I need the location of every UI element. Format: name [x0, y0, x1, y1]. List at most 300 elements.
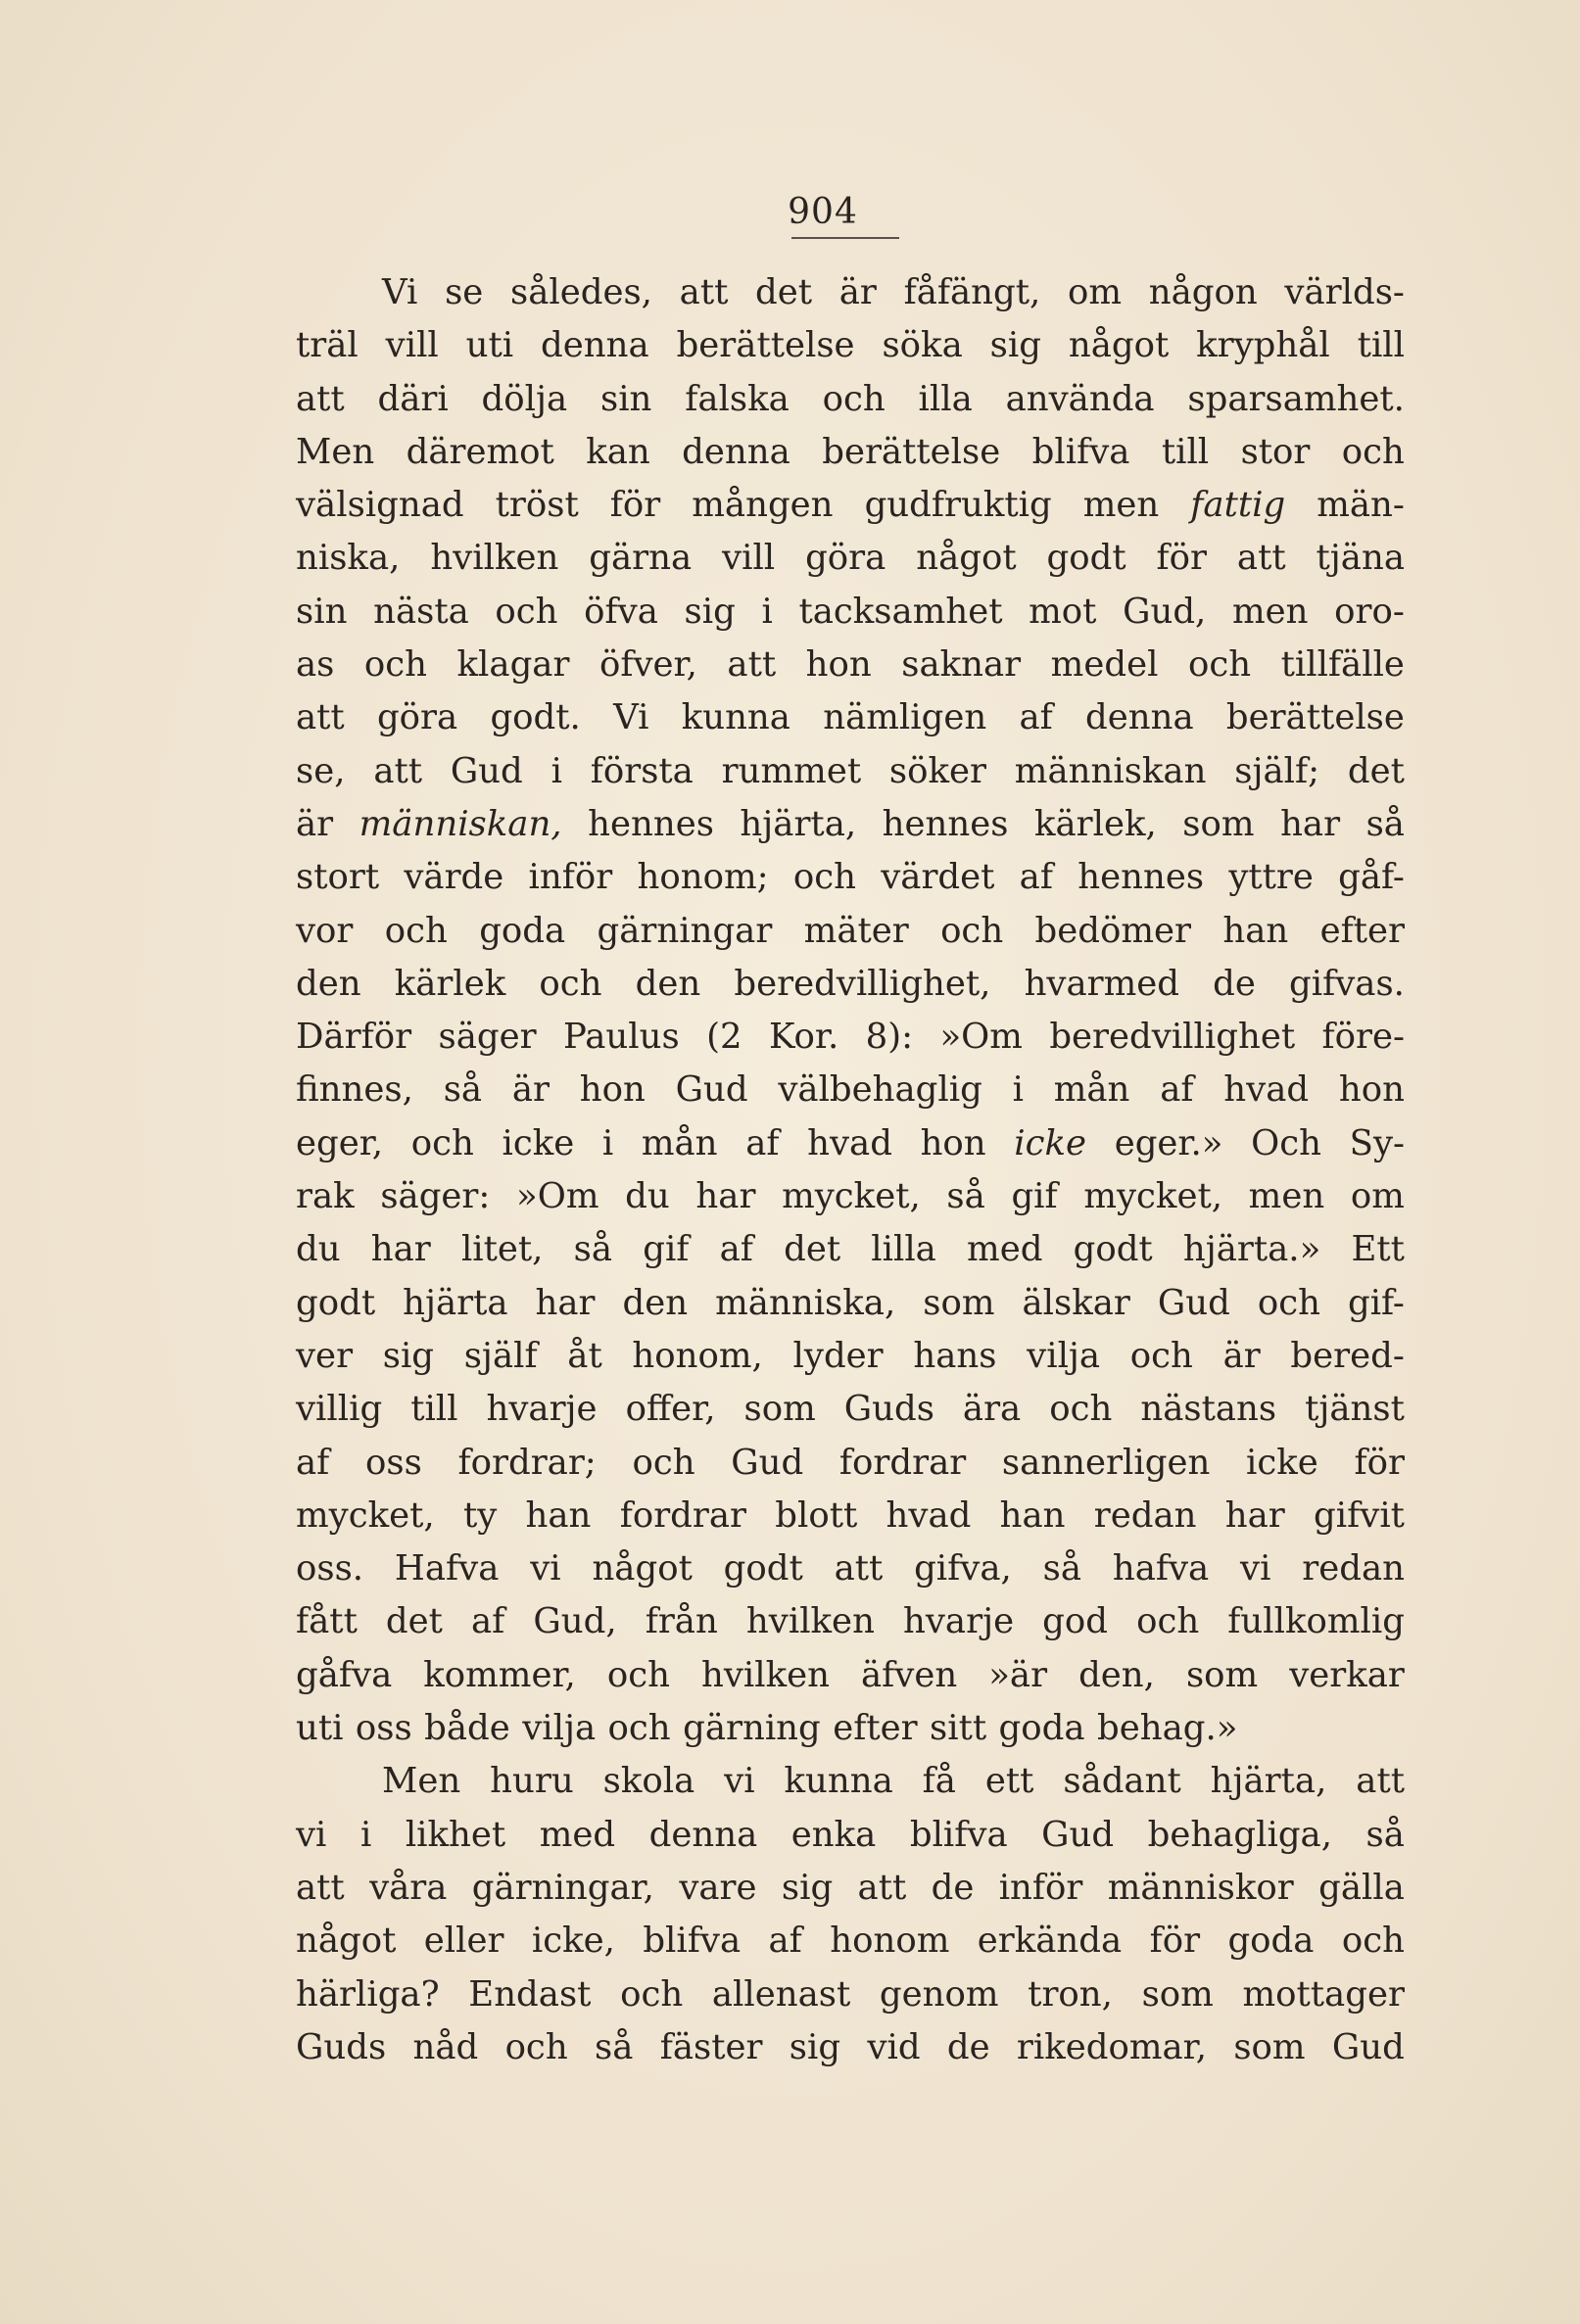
word: rak [296, 1176, 355, 1217]
word: värde [404, 857, 504, 898]
word: världs- [1284, 272, 1405, 312]
word: skola [602, 1761, 695, 1802]
word: har [695, 1176, 756, 1217]
word: honom; [637, 857, 769, 898]
word: äfven [860, 1654, 958, 1695]
word: det [784, 1229, 841, 1270]
word: godt [1073, 1229, 1153, 1270]
word: mäter [803, 910, 909, 951]
word: säger: [380, 1176, 491, 1217]
word: denna [1085, 697, 1194, 738]
text-line [296, 1170, 1405, 1223]
word: inför [998, 1867, 1083, 1908]
word: denna [541, 325, 649, 366]
word: kunna [784, 1761, 893, 1802]
word: fått [296, 1601, 358, 1642]
word: sitt [930, 1708, 987, 1749]
word: hon [579, 1069, 646, 1111]
word: så [1365, 1814, 1405, 1855]
word: det [385, 1601, 443, 1642]
word: som [1182, 803, 1255, 844]
word: den [296, 963, 361, 1004]
word: »Om [516, 1176, 599, 1217]
word: Gud [1331, 2026, 1405, 2067]
word: goda [998, 1708, 1085, 1749]
word: berättelse [676, 325, 855, 366]
word: fullkomlig [1227, 1601, 1405, 1642]
word: således, [509, 272, 652, 312]
word: eller [423, 1921, 504, 1962]
word: och [1049, 1389, 1113, 1430]
word: ty [462, 1494, 498, 1536]
word: men [1248, 1176, 1325, 1217]
word: rikedomar, [1016, 2026, 1208, 2067]
word: med [539, 1814, 616, 1855]
word: Kor. [768, 1017, 839, 1058]
word: godt. [490, 697, 581, 738]
word: till [1161, 431, 1210, 472]
word: och [940, 910, 1004, 951]
text-line [296, 1809, 1405, 1862]
word: fordrar; [457, 1442, 597, 1483]
word: och [1257, 1282, 1320, 1323]
text-line [296, 586, 1405, 639]
word: åt [567, 1335, 602, 1376]
word: Guds [296, 2026, 387, 2067]
word: sig [989, 325, 1041, 366]
word: använda [1005, 378, 1155, 419]
word: vilja [522, 1708, 597, 1749]
word: från [645, 1601, 718, 1642]
word: hvilken [700, 1654, 830, 1695]
word: hvarmed [1024, 963, 1180, 1004]
word: gif [1011, 1176, 1058, 1217]
text-line [296, 691, 1405, 744]
word: själf [463, 1335, 538, 1376]
word: likhet [405, 1814, 506, 1855]
text-line [296, 1277, 1405, 1330]
word: eger.» [1114, 1122, 1223, 1163]
text-line [296, 1649, 1405, 1702]
word: erkända [977, 1921, 1123, 1962]
word: beredvillighet [1049, 1017, 1296, 1058]
word: Och [1251, 1122, 1321, 1163]
word: gåf- [1338, 857, 1405, 898]
word: blifva [909, 1814, 1008, 1855]
word: för [609, 485, 661, 526]
word: fåfängt, [903, 272, 1041, 312]
word: i [601, 1122, 614, 1163]
word: öfver, [598, 644, 697, 686]
text-line [296, 745, 1405, 798]
word: hon [1338, 1069, 1405, 1111]
word: däri [377, 378, 449, 419]
word: (2 [706, 1017, 742, 1058]
word: den [635, 963, 701, 1004]
word: uti [465, 325, 514, 366]
word: någon [1148, 272, 1258, 312]
word: icke [1246, 1442, 1318, 1483]
word: kan [586, 431, 650, 472]
word: så [1042, 1548, 1082, 1589]
word: för [1156, 538, 1207, 579]
word: hennes [882, 803, 1009, 844]
word: hvilken [430, 538, 559, 579]
word: Gud [731, 1442, 804, 1483]
text-line [296, 373, 1405, 426]
word: gärningar, [471, 1867, 654, 1908]
word: är [296, 803, 334, 844]
word: ver [296, 1335, 354, 1376]
word: verkar [1289, 1654, 1405, 1695]
word: öfva [584, 591, 658, 632]
word: själf; [1234, 750, 1320, 791]
word: hafva [1112, 1548, 1210, 1589]
word: människan [1014, 750, 1207, 791]
text-line [296, 1223, 1405, 1276]
word: som [743, 1389, 816, 1430]
word: blott [775, 1494, 858, 1536]
word: sparsamhet. [1187, 378, 1405, 419]
word: sin [296, 591, 348, 632]
word: har [370, 1229, 431, 1270]
word: godt [296, 1282, 376, 1323]
text-line [296, 1542, 1405, 1595]
word: mån [1053, 1069, 1130, 1111]
word: stor [1240, 431, 1311, 472]
word: Gud, [533, 1601, 617, 1642]
word: goda [479, 910, 566, 951]
text-line [296, 426, 1405, 479]
word: hjärta, [1210, 1761, 1327, 1802]
text-line [296, 1595, 1405, 1648]
word: kunna [681, 697, 790, 738]
word: är [511, 1069, 550, 1111]
word: bered- [1290, 1335, 1405, 1376]
word: gärningar [597, 910, 773, 951]
word: med [967, 1229, 1043, 1270]
word: klagar [456, 644, 570, 686]
word: blifva [643, 1921, 742, 1962]
word: se, [296, 750, 346, 791]
word: behagliga, [1147, 1814, 1332, 1855]
word: blifva [1031, 431, 1130, 472]
word: men [1231, 591, 1309, 632]
page-number-rule [791, 237, 899, 239]
word: gif- [1347, 1282, 1405, 1323]
word: så [443, 1069, 483, 1111]
word: vill [722, 538, 776, 579]
word: vare [679, 1867, 757, 1908]
text-line [296, 266, 1405, 319]
word: sig [789, 2026, 841, 2067]
word: hon [805, 644, 872, 686]
word: se [445, 272, 484, 312]
word: huru [490, 1761, 574, 1802]
word: godt [723, 1548, 803, 1589]
word: Men [382, 1761, 461, 1802]
word: oro- [1334, 591, 1405, 632]
word: Sy- [1349, 1122, 1405, 1163]
word: de [946, 2026, 990, 2067]
word: det [755, 272, 813, 312]
word: hennes [588, 803, 714, 844]
word: hvarje [486, 1389, 598, 1430]
word: fordrar [838, 1442, 967, 1483]
word: gärna [589, 538, 693, 579]
text-line [296, 319, 1405, 372]
text-line [296, 1011, 1405, 1064]
word: allenast [711, 1973, 851, 2015]
word: något [916, 538, 1017, 579]
text-line [296, 1862, 1405, 1915]
text-line [296, 532, 1405, 585]
word: sig [781, 1867, 834, 1908]
word: ära [962, 1389, 1022, 1430]
word: af [745, 1122, 780, 1163]
word: om [1350, 1176, 1405, 1217]
word: af [471, 1601, 505, 1642]
word: mycket, [782, 1176, 921, 1217]
text-line [296, 1490, 1405, 1542]
word: däremot [406, 431, 554, 472]
word: oss [365, 1442, 422, 1483]
word: något [592, 1548, 693, 1589]
word: fattig [1190, 485, 1286, 526]
word: och [1136, 1601, 1200, 1642]
word: kärlek [394, 963, 506, 1004]
word: män- [1317, 485, 1405, 526]
word: »Om [939, 1017, 1023, 1058]
word: de [931, 1867, 975, 1908]
word: lilla [871, 1229, 936, 1270]
text-line [296, 851, 1405, 904]
word: tjänst [1305, 1389, 1405, 1430]
word: så [1365, 803, 1405, 844]
word: något [296, 1921, 397, 1962]
word: Gud [1041, 1814, 1115, 1855]
word: eger, [296, 1122, 384, 1163]
word: Endast [468, 1973, 592, 2015]
word: denna [648, 1814, 758, 1855]
word: kärlek, [1033, 803, 1157, 844]
word: Paulus [562, 1017, 680, 1058]
word: vilja [1027, 1335, 1101, 1376]
text-line [296, 1755, 1405, 1808]
word: 8): [865, 1017, 914, 1058]
word: mån [641, 1122, 718, 1163]
word: härliga? [296, 1973, 440, 2015]
word: af [1019, 697, 1053, 738]
word: af [768, 1921, 802, 1962]
text-line [296, 1383, 1405, 1436]
word: tillfälle [1280, 644, 1405, 686]
word: det [1347, 750, 1405, 791]
text-line [296, 1117, 1405, 1170]
word: tron, [1028, 1973, 1113, 2015]
text-line [296, 958, 1405, 1011]
word: oss [355, 1708, 412, 1749]
word: och [410, 1122, 474, 1163]
word: människor [1107, 1867, 1294, 1908]
word: och [384, 910, 448, 951]
word: att [296, 1867, 345, 1908]
word: vor [296, 910, 354, 951]
word: efter [833, 1708, 918, 1749]
word: falska [685, 378, 790, 419]
word: finnes, [296, 1069, 413, 1111]
word: få [922, 1761, 956, 1802]
text-line [296, 639, 1405, 691]
word: som [923, 1282, 995, 1323]
word: Gud [450, 750, 523, 791]
word: honom, [632, 1335, 763, 1376]
word: mången [692, 485, 834, 526]
word: till [410, 1389, 458, 1430]
word: Men [296, 431, 375, 472]
word: hvad [807, 1122, 892, 1163]
word: före- [1321, 1017, 1405, 1058]
word: så [946, 1176, 985, 1217]
word: icke, [531, 1921, 615, 1962]
word: bedömer [1034, 910, 1191, 951]
word: och [822, 378, 886, 419]
word: gifvas. [1289, 963, 1405, 1004]
word: och [632, 1442, 695, 1483]
body-text [296, 266, 1405, 2074]
word: gif [643, 1229, 690, 1270]
word: mot [1029, 591, 1097, 632]
word: att [296, 697, 345, 738]
word: så [573, 1229, 613, 1270]
word: och [1187, 644, 1252, 686]
word: as [296, 644, 335, 686]
word: söka [882, 325, 963, 366]
word: Därför [296, 1017, 412, 1058]
word: mycket, [296, 1494, 435, 1536]
word: att [679, 272, 729, 312]
word: och [539, 963, 602, 1004]
word: af [1019, 857, 1053, 898]
word: saknar [901, 644, 1022, 686]
text-line [296, 1064, 1405, 1116]
word: icke [1014, 1122, 1087, 1163]
word: Gud [675, 1069, 748, 1111]
word: till [1357, 325, 1405, 366]
word: hennes [1077, 857, 1205, 898]
word: gifva, [914, 1548, 1012, 1589]
word: nämligen [823, 697, 987, 738]
word: har [535, 1282, 596, 1323]
word: hvarje [903, 1601, 1015, 1642]
word: som [1233, 2026, 1306, 2067]
word: goda [1227, 1921, 1315, 1962]
word: han [999, 1494, 1066, 1536]
word: att [857, 1867, 907, 1908]
word: hvad [886, 1494, 972, 1536]
word: du [296, 1229, 341, 1270]
word: hon [920, 1122, 986, 1163]
word: tjäna [1316, 538, 1405, 579]
word: villig [296, 1389, 383, 1430]
word: att [296, 378, 345, 419]
word: mottager [1242, 1973, 1405, 2015]
word: niska, [296, 538, 401, 579]
word: vi [724, 1761, 755, 1802]
word: han [1222, 910, 1289, 951]
word: berättelse [822, 431, 1001, 472]
word: tacksamhet [798, 591, 1003, 632]
word: hvad [1223, 1069, 1310, 1111]
word: välsignad [296, 485, 464, 526]
word: göra [805, 538, 886, 579]
word: rummet [721, 750, 862, 791]
word: träl [296, 325, 359, 366]
word: gälla [1318, 1867, 1405, 1908]
word: sig [382, 1335, 435, 1376]
word: i [359, 1814, 372, 1855]
word: hjärta, [740, 803, 857, 844]
word: så [595, 2026, 634, 2067]
word: Guds [843, 1389, 934, 1430]
word: har [1224, 1494, 1285, 1536]
word: hjärta [403, 1282, 508, 1323]
word: och [504, 2026, 568, 2067]
word: redan [1302, 1548, 1405, 1589]
word: den [622, 1282, 689, 1323]
word: både [424, 1708, 510, 1749]
word: Vi [382, 272, 418, 312]
word: fäster [659, 2026, 763, 2067]
word: beredvillighet, [734, 963, 991, 1004]
word: i [1012, 1069, 1024, 1111]
word: Hafva [394, 1548, 500, 1589]
word: litet, [460, 1229, 544, 1270]
word: berättelse [1225, 697, 1405, 738]
text-line [296, 905, 1405, 958]
word: nåd [412, 2026, 479, 2067]
word: hvilken [745, 1601, 875, 1642]
word: sig [684, 591, 736, 632]
word: och [792, 857, 856, 898]
word: Ett [1351, 1229, 1405, 1270]
word: nästa [373, 591, 469, 632]
word: behag.» [1096, 1708, 1238, 1749]
text-line [296, 1437, 1405, 1490]
word: vi [530, 1548, 561, 1589]
word: älskar [1022, 1282, 1130, 1323]
word: gifvit [1314, 1494, 1405, 1536]
text-line [296, 798, 1405, 851]
word: att [373, 750, 423, 791]
word: och [363, 644, 428, 686]
word: honom [830, 1921, 950, 1962]
word: uti [296, 1708, 344, 1749]
word: våra [369, 1867, 448, 1908]
word: hans [913, 1335, 997, 1376]
word: och [1341, 431, 1405, 472]
word: söker [888, 750, 986, 791]
word: kommer, [423, 1654, 576, 1695]
word: fordrar [619, 1494, 747, 1536]
word: i [761, 591, 773, 632]
word: »är [988, 1654, 1048, 1695]
word: kryphål [1196, 325, 1330, 366]
word: och [606, 1654, 670, 1695]
word: vi [296, 1814, 327, 1855]
word: vid [867, 2026, 921, 2067]
page-number: 904 [788, 192, 858, 232]
